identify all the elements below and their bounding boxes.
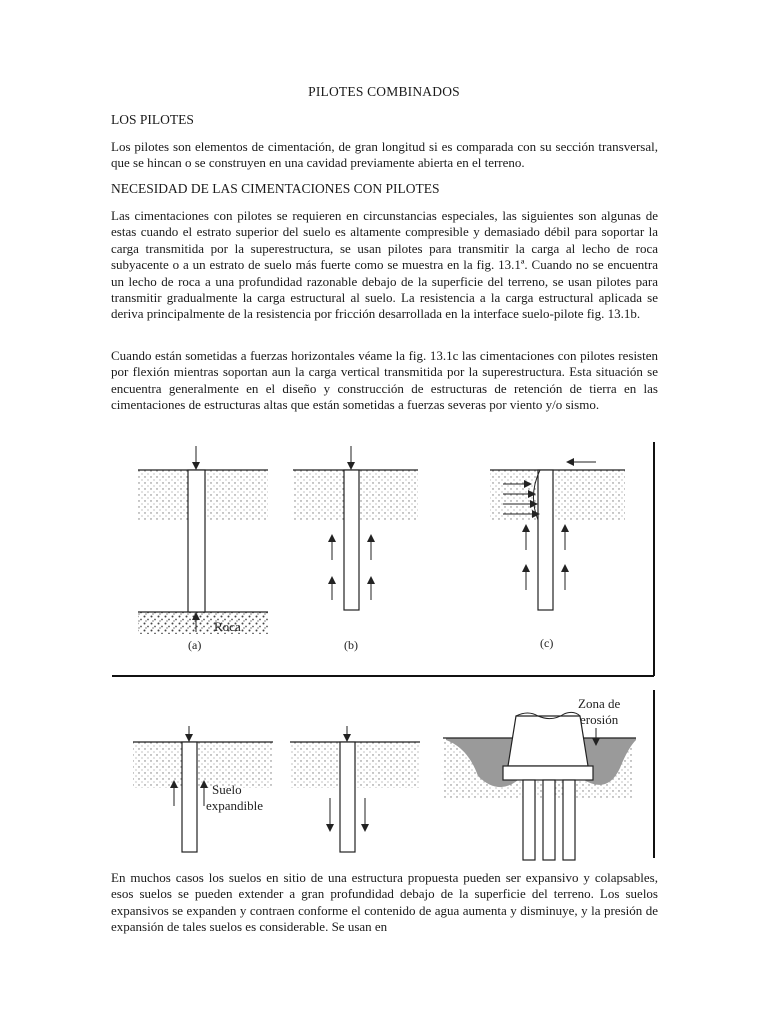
paragraph-pilotes-definition: Los pilotes son elementos de cimentación, de gran longitud si es comparada con su sección transversal, que se hincan o se construyen en una cavidad previamente abierta en el terreno. [111, 139, 658, 171]
label-zona: Zona de [578, 696, 621, 711]
pile-diagram-expansive-soil [133, 726, 273, 852]
figure-13-1-def [108, 688, 660, 863]
paragraph-necesidad-1: Las cimentaciones con pilotes se requieren en circunstancias especiales, las siguientes son algunas de estas cuando el estrato superior del suelo es altamente compresible y demasiado débil para soportar la carga transmitida por la superestructura, se usan pilotes para transmitir la carga al lecho de roca subyacente o a un estrato de suelo más fuerte como se muestra en la fig. 13.1ª. Cuando no se encuentra un lecho de roca a una profundidad razonable debajo de la superficie del terreno, se usan pilotes para transmitir gradualmente la carga estructural al suelo. La resistencia a la carga estructural aplicada se deriva principalmente de la resistencia por fricción desarrollada en la interface suelo-pilote fig. 13.1b. [111, 208, 658, 322]
label-suelo: Suelo [212, 782, 242, 797]
section-heading-pilotes: LOS PILOTES [111, 112, 194, 127]
caption-c: (c) [540, 636, 554, 650]
pile-diagram-a [138, 446, 268, 652]
pile-diagram-erosion-zone [443, 696, 636, 860]
caption-a: (a) [188, 638, 202, 652]
label-roca: Roca [214, 619, 241, 634]
caption-b: (b) [344, 638, 358, 652]
pile-diagram-c [490, 462, 625, 650]
section-heading-necesidad: NECESIDAD DE LAS CIMENTACIONES CON PILOTES [111, 181, 440, 196]
paragraph-necesidad-3: En muchos casos los suelos en sitio de una estructura propuesta pueden ser expansivo y colapsables, esos suelos se pueden extender a gran profundidad debajo de la superficie del terreno. Los suelos expansivos se expanden y contraen conforme el contenido de agua aumenta y disminuye, y la presión de expansión de tales suelos es considerable. Se usan en [111, 870, 658, 935]
label-expandible: expandible [206, 798, 264, 813]
paragraph-necesidad-2: Cuando están sometidas a fuerzas horizontales véame la fig. 13.1c las cimentaciones con pilotes resisten por flexión mientras soportan aun la carga vertical transmitida por la superestructura. Esta situación se encuentra generalmente en el diseño y construcción de estructuras de retención de tierra en las cimentaciones de estructuras altas que están sometidas a fuerzas severas por viento y/o sismo. [111, 348, 658, 413]
document-title: PILOTES COMBINADOS [308, 84, 460, 99]
pile-diagram-b [293, 446, 418, 652]
figure-13-1-abc [108, 440, 660, 680]
label-erosion: erosión [580, 712, 619, 727]
pile-diagram-collapsible-soil [290, 726, 420, 852]
